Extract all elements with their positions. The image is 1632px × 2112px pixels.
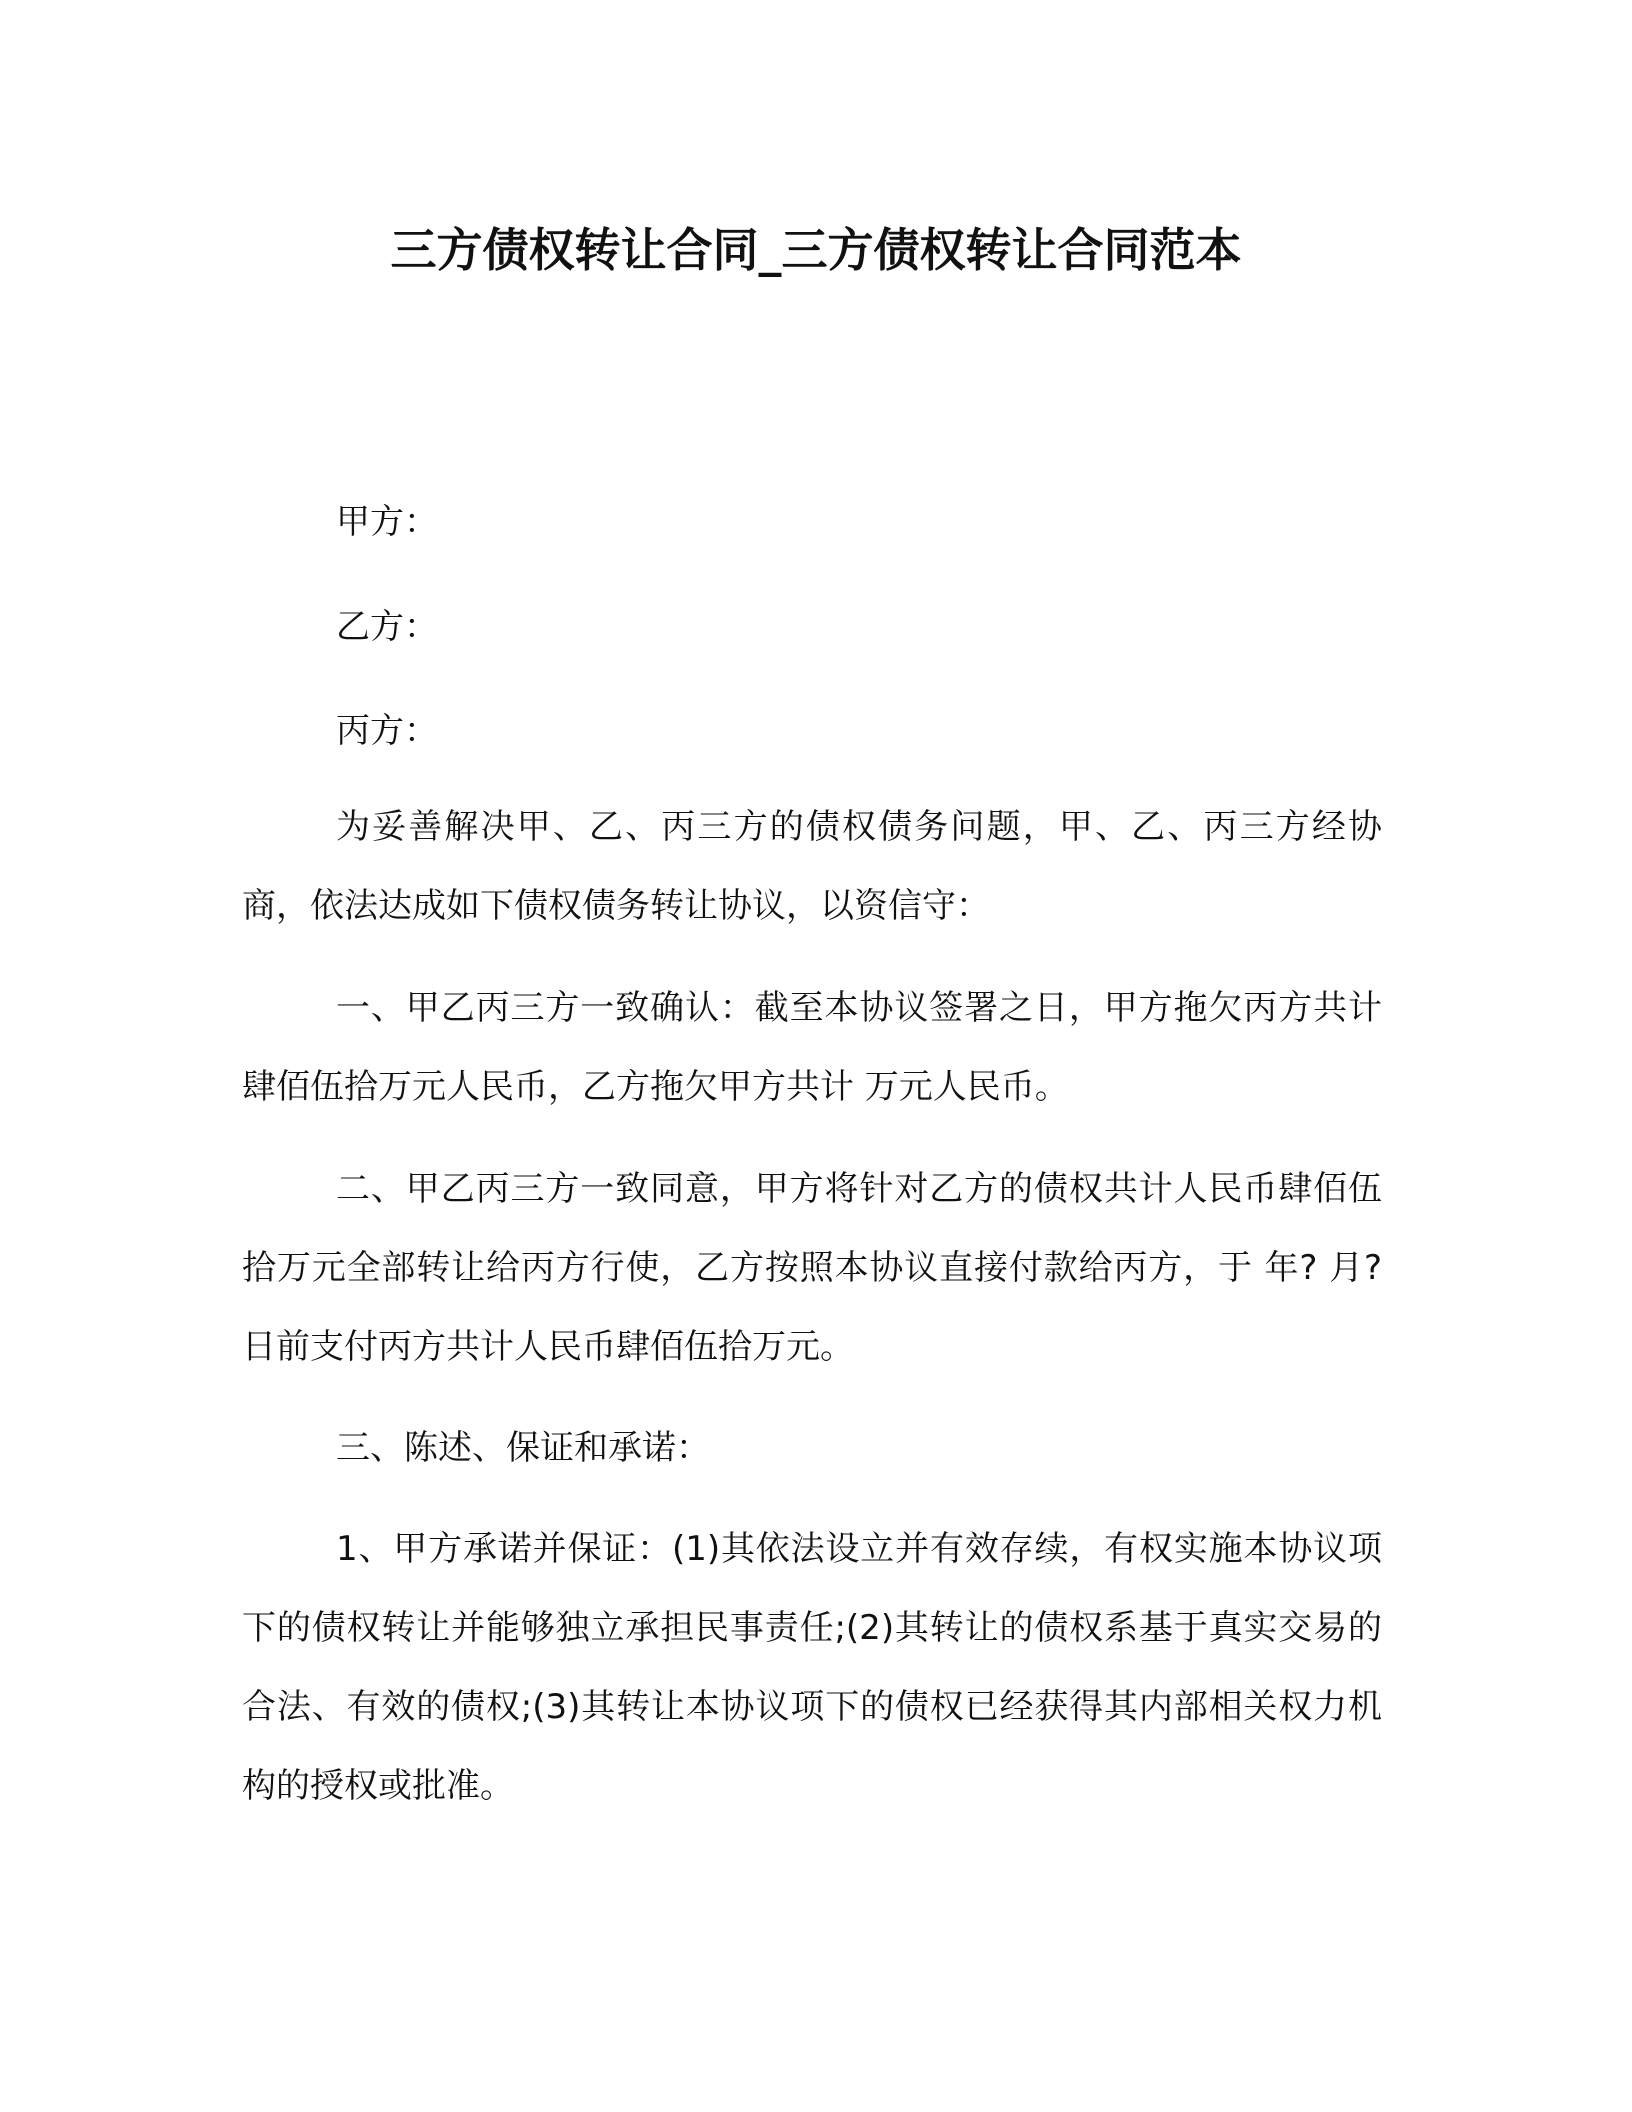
intro-paragraph: 为妥善解决甲、乙、丙三方的债权债务问题，甲、乙、丙三方经协商，依法达成如下债权债务转让协议，以资信守：	[242, 807, 1382, 926]
clause-1-paragraph: 一、甲乙丙三方一致确认：截至本协议签署之日，甲方拖欠丙方共计肆佰伍拾万元人民币，乙方拖欠甲方共计 万元人民币。	[242, 988, 1382, 1107]
document-title: 三方债权转让合同_三方债权转让合同范本	[390, 223, 1242, 277]
clause-3-heading: 三、陈述、保证和承诺：	[336, 1428, 710, 1468]
clause-2-paragraph: 二、甲乙丙三方一致同意，甲方将针对乙方的债权共计人民币肆佰伍拾万元全部转让给丙方行使，乙方按照本协议直接付款给丙方，于 年? 月? 日前支付丙方共计人民币肆佰伍拾万元。	[242, 1169, 1382, 1367]
clause-3-1-paragraph: 1、甲方承诺并保证：(1)其依法设立并有效存续，有权实施本协议项下的债权转让并能够独立承担民事责任;(2)其转让的债权系基于真实交易的合法、有效的债权;(3)其转让本协议项下的债权已经获得其内部相关权力机构的授权或批准。	[242, 1529, 1382, 1806]
party-a-label: 甲方：	[336, 502, 438, 542]
party-b-label: 乙方：	[336, 607, 438, 647]
party-c-label: 丙方：	[336, 711, 438, 751]
